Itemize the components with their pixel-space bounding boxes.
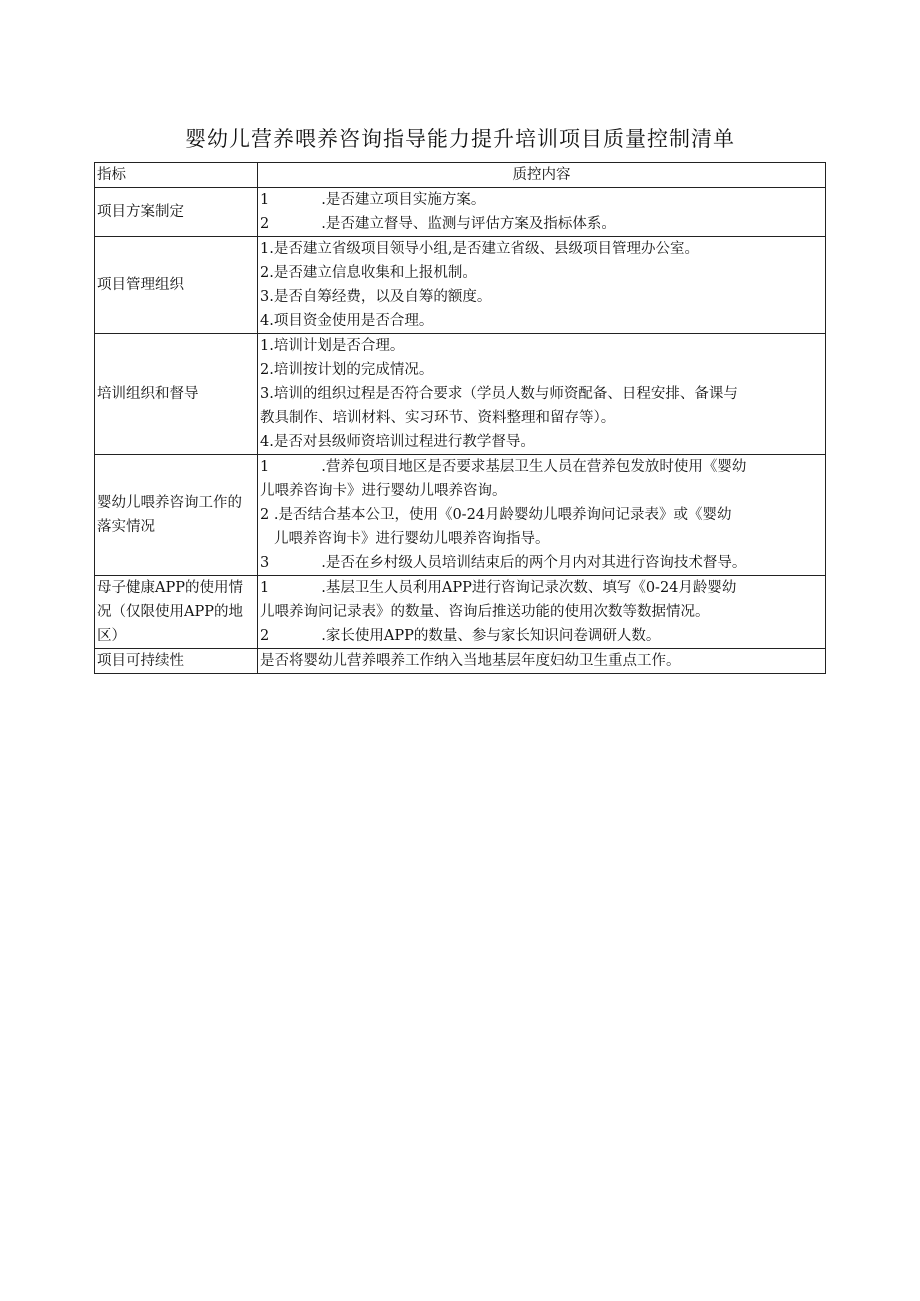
content-line: 3 .是否在乡村级人员培训结束后的两个月内对其进行咨询技术督导。 bbox=[260, 555, 747, 571]
content-line: 2.培训按计划的完成情况。 bbox=[260, 362, 434, 378]
row-content bbox=[258, 576, 826, 649]
content-line: 1 .基层卫生人员利用APP进行咨询记录次数、填写《0-24月龄婴幼 bbox=[260, 580, 737, 596]
content-line: 3.是否自筹经费，以及自筹的额度。 bbox=[260, 289, 492, 305]
table-header-row bbox=[95, 163, 826, 188]
content-line: 儿喂养询问记录表》的数量、咨询后推送功能的使用次数等数据情况。 bbox=[260, 604, 710, 620]
table-row bbox=[95, 334, 826, 455]
table-row bbox=[95, 237, 826, 334]
table-row bbox=[95, 576, 826, 649]
document-title: 婴幼儿营养喂养咨询指导能力提升培训项目质量控制清单 bbox=[185, 127, 735, 151]
content-line: 是否将婴幼儿营养喂养工作纳入当地基层年度妇幼卫生重点工作。 bbox=[260, 653, 681, 669]
table-row bbox=[95, 455, 826, 576]
content-line: 4.是否对县级师资培训过程进行教学督导。 bbox=[260, 434, 535, 450]
row-indicator: 培训组织和督导 bbox=[95, 334, 258, 455]
content-line: 1.培训计划是否合理。 bbox=[260, 338, 405, 354]
content-line: 儿喂养咨询卡》进行婴幼儿喂养咨询指导。 bbox=[274, 531, 550, 547]
row-content bbox=[258, 188, 826, 237]
content-line: 2 .是否结合基本公卫，使用《0-24月龄婴幼儿喂养询问记录表》或《婴幼 bbox=[260, 507, 732, 523]
header-content: 质控内容 bbox=[258, 163, 826, 188]
content-line: 3.培训的组织过程是否符合要求（学员人数与师资配备、日程安排、备课与 bbox=[260, 386, 738, 402]
row-indicator: 项目可持续性 bbox=[95, 649, 258, 674]
content-line: 2 .是否建立督导、监测与评估方案及指标体系。 bbox=[260, 216, 616, 232]
content-line: 儿喂养咨询卡》进行婴幼儿喂养咨询。 bbox=[260, 483, 507, 499]
table-row bbox=[95, 649, 826, 674]
content-line: 4.项目资金使用是否合理。 bbox=[260, 313, 434, 329]
content-line: 教具制作、培训材料、实习环节、资料整理和留存等）。 bbox=[260, 410, 616, 426]
content-line: 1.是否建立省级项目领导小组,是否建立省级、县级项目管理办公室。 bbox=[260, 241, 699, 257]
row-indicator: 项目管理组织 bbox=[95, 237, 258, 334]
header-indicator: 指标 bbox=[95, 163, 258, 188]
content-line: 2 .家长使用APP的数量、参与家长知识问卷调研人数。 bbox=[260, 628, 661, 644]
row-indicator: 婴幼儿喂养咨询工作的落实情况 bbox=[95, 455, 258, 576]
row-indicator: 项目方案制定 bbox=[95, 188, 258, 237]
content-line: 1 .是否建立项目实施方案。 bbox=[260, 192, 486, 208]
row-content bbox=[258, 237, 826, 334]
row-content bbox=[258, 649, 826, 674]
content-line: 2.是否建立信息收集和上报机制。 bbox=[260, 265, 477, 281]
row-indicator: 母子健康APP的使用情况（仅限使用APP的地区） bbox=[95, 576, 258, 649]
table-row bbox=[95, 188, 826, 237]
content-line: 1 .营养包项目地区是否要求基层卫生人员在营养包发放时使用《婴幼 bbox=[260, 459, 747, 475]
row-content bbox=[258, 334, 826, 455]
row-content bbox=[258, 455, 826, 576]
quality-control-table bbox=[94, 162, 826, 674]
